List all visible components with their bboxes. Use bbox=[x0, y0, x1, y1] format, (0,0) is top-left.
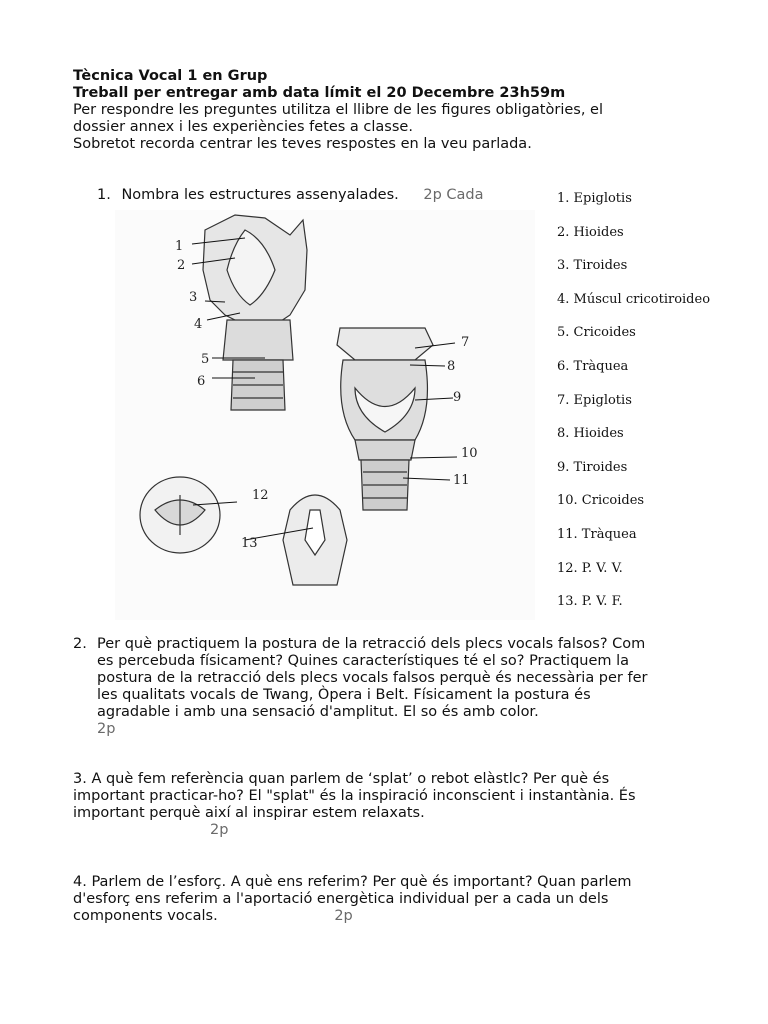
question-2-line: es percebuda físicament? Quines característiques té el so? Practiquem la bbox=[97, 653, 630, 669]
figure-label-3: 3 bbox=[189, 290, 198, 305]
question-3-line: 3. A què fem referència quan parlem de ‘splat’ o rebot elàstlc? Per què és bbox=[73, 771, 610, 787]
answer-item: 10. Cricoides bbox=[557, 493, 645, 509]
question-4-points: 2p bbox=[334, 908, 353, 924]
figure-label-8: 8 bbox=[447, 359, 456, 374]
question-2-points: 2p bbox=[97, 721, 116, 737]
question-4-line: components vocals. bbox=[73, 908, 218, 924]
question-4-block bbox=[73, 874, 743, 925]
answer-item: 2. Hioides bbox=[557, 224, 624, 240]
question-1-number: 1. bbox=[97, 187, 111, 203]
question-2-number: 2. bbox=[73, 636, 87, 652]
figure-label-10: 10 bbox=[461, 446, 478, 461]
answer-list bbox=[557, 191, 710, 628]
answer-item: 13. P. V. F. bbox=[557, 594, 623, 610]
figure-label-6: 6 bbox=[197, 374, 206, 389]
answer-item: 8. Hioides bbox=[557, 426, 624, 442]
question-3-line: important perquè així al inspirar estem relaxats. bbox=[73, 805, 425, 821]
answer-item: 3. Tiroides bbox=[557, 258, 628, 274]
figure-label-13: 13 bbox=[241, 536, 258, 551]
question-3-points: 2p bbox=[210, 822, 229, 838]
question-4-line: d'esforç ens referim a l'aportació energètica individual per a cada un dels bbox=[73, 891, 609, 907]
figure-label-11: 11 bbox=[453, 473, 470, 488]
answer-item: 4. Múscul cricotiroideo bbox=[557, 291, 711, 307]
figure-label-9: 9 bbox=[453, 390, 462, 405]
question-3-block bbox=[73, 771, 743, 839]
question-1-text: Nombra les estructures assenyalades. bbox=[121, 187, 399, 203]
question-4-last-line bbox=[73, 908, 743, 925]
figure-label-1: 1 bbox=[175, 239, 184, 254]
question-4-line: 4. Parlem de l’esforç. A què ens referim? Per què és important? Quan parlem bbox=[73, 874, 632, 890]
question-2-line: Per què practiquem la postura de la retracció dels plecs vocals falsos? Com bbox=[97, 636, 646, 652]
figure-label-5: 5 bbox=[201, 352, 210, 367]
question-2-block bbox=[97, 636, 737, 738]
figure-label-2: 2 bbox=[177, 258, 186, 273]
answer-item: 11. Tràquea bbox=[557, 526, 637, 542]
question-2-line: agradable i amb una sensació d'amplitut. El so és amb color. bbox=[97, 704, 539, 720]
instruction-line-3: Sobretot recorda centrar les teves respostes en la veu parlada. bbox=[73, 136, 532, 152]
answer-item: 1. Epiglotis bbox=[557, 191, 632, 206]
answer-item: 5. Cricoides bbox=[557, 325, 636, 341]
question-3-line: important practicar-ho? El "splat" és la inspiració inconscient i instantània. És bbox=[73, 788, 636, 804]
answer-item: 9. Tiroides bbox=[557, 459, 628, 475]
larynx-anatomy-figure bbox=[115, 210, 535, 620]
answer-item: 12. P. V. V. bbox=[557, 560, 623, 576]
question-1-points: 2p Cada bbox=[423, 187, 484, 203]
question-1 bbox=[97, 187, 483, 203]
deadline-line: Treball per entregar amb data límit el 20 Decembre 23h59m bbox=[73, 85, 566, 101]
figure-label-4: 4 bbox=[194, 317, 203, 332]
document-title: Tècnica Vocal 1 en Grup bbox=[73, 68, 268, 84]
larynx-coronal-section bbox=[283, 495, 347, 585]
instruction-line-1: Per respondre les preguntes utilitza el llibre de les figures obligatòries, el bbox=[73, 102, 604, 118]
figure-label-7: 7 bbox=[461, 335, 470, 350]
instruction-line-2: dossier annex i les experiències fetes a classe. bbox=[73, 119, 413, 135]
answer-item: 6. Tràquea bbox=[557, 358, 629, 374]
answer-item: 7. Epiglotis bbox=[557, 392, 632, 408]
question-2-line: les qualitats vocals de Twang, Òpera i Belt. Físicament la postura és bbox=[97, 687, 591, 703]
figure-label-12: 12 bbox=[252, 488, 269, 503]
question-2-line: postura de la retracció dels plecs vocals falsos perquè és necessària per fer bbox=[97, 670, 648, 686]
vocal-folds-top-view bbox=[140, 477, 220, 553]
